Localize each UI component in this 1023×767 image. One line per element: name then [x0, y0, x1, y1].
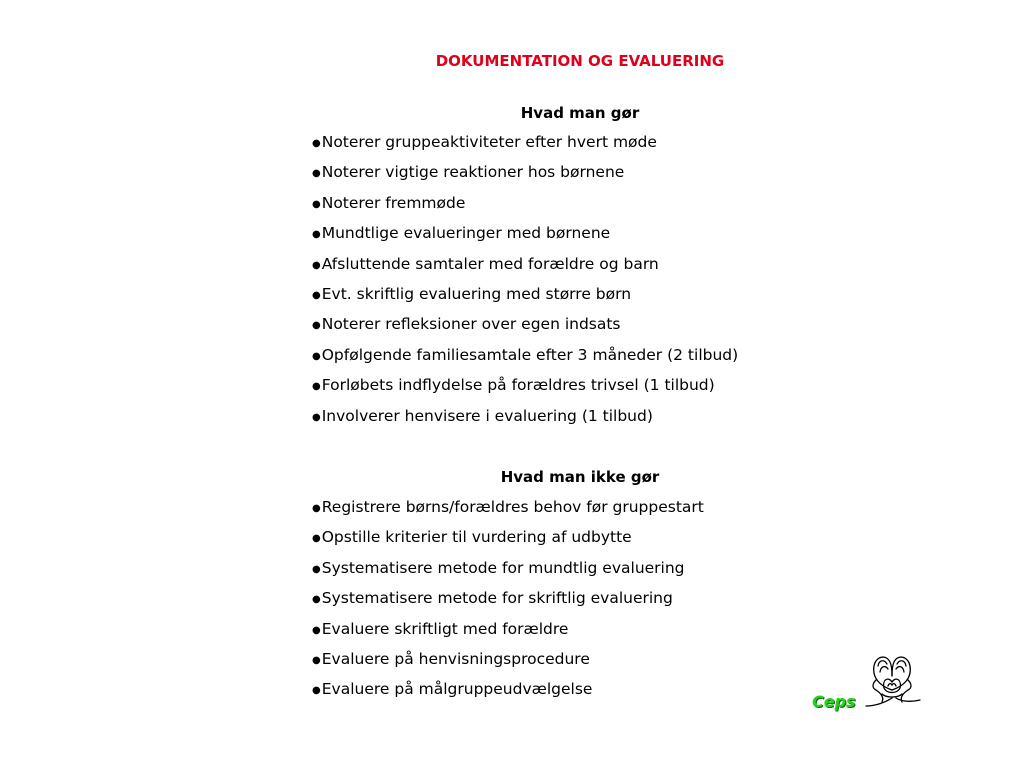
logo-text: Ceps: [812, 692, 856, 711]
list-item: ●Noterer vigtige reaktioner hos børnene: [312, 163, 625, 182]
list-item: ●Involverer henvisere i evaluering (1 tilbud): [312, 406, 653, 425]
bullet-icon: ●: [312, 350, 321, 362]
list-item: ●Noterer fremmøde: [312, 193, 466, 212]
list-item: ●Afsluttende samtaler med forældre og barn: [312, 254, 659, 273]
list-item: ●Forløbets indflydelse på forældres trivsel (1 tilbud): [312, 376, 715, 395]
bullet-icon: ●: [312, 563, 321, 575]
bullet-icon: ●: [312, 685, 321, 697]
bullet-icon: ●: [312, 138, 321, 149]
list-item: ●Evt. skriftlig evaluering med større børn: [312, 284, 632, 303]
heart-flower-icon: [862, 650, 924, 712]
list-dont: [312, 496, 704, 709]
bullet-icon: ●: [312, 624, 321, 636]
section-heading-dont: Hvad man ikke gør: [500, 468, 660, 486]
bullet-icon: ●: [312, 320, 321, 332]
bullet-icon: ●: [312, 259, 321, 271]
bullet-icon: ●: [312, 198, 321, 210]
bullet-icon: ●: [312, 654, 321, 666]
list-item: ●Systematisere metode for skriftlig evaluering: [312, 589, 673, 608]
page-title: DOKUMENTATION OG EVALUERING: [435, 52, 725, 70]
list-item: ●Evaluere skriftligt med forældre: [312, 619, 569, 638]
bullet-icon: ●: [312, 411, 321, 423]
bullet-icon: ●: [312, 381, 321, 393]
bullet-icon: ●: [312, 229, 321, 241]
list-item: ●Evaluere på målgruppeudvælgelse: [312, 680, 593, 699]
bullet-icon: ●: [312, 594, 321, 606]
bullet-icon: ●: [312, 533, 321, 545]
bullet-icon: ●: [312, 168, 321, 180]
list-item: ●Evaluere på henvisningsprocedure: [312, 649, 590, 668]
list-item: ●Opstille kriterier til vurdering af udbytte: [312, 528, 632, 547]
list-item: ●Opfølgende familiesamtale efter 3 måneder (2 tilbud): [312, 345, 739, 364]
section-heading-do: Hvad man gør: [520, 104, 640, 122]
list-item: ●Noterer refleksioner over egen indsats: [312, 315, 621, 334]
bullet-icon: ●: [312, 503, 321, 514]
bullet-icon: ●: [312, 289, 321, 301]
list-item: ●Systematisere metode for mundtlig evaluering: [312, 558, 685, 577]
list-item: ●Mundtlige evalueringer med børnene: [312, 224, 611, 243]
list-item: ●Registrere børns/forældres behov før gruppestart: [312, 498, 704, 516]
list-item: ●Noterer gruppeaktiviteter efter hvert møde: [312, 133, 657, 151]
list-do: [312, 131, 738, 435]
